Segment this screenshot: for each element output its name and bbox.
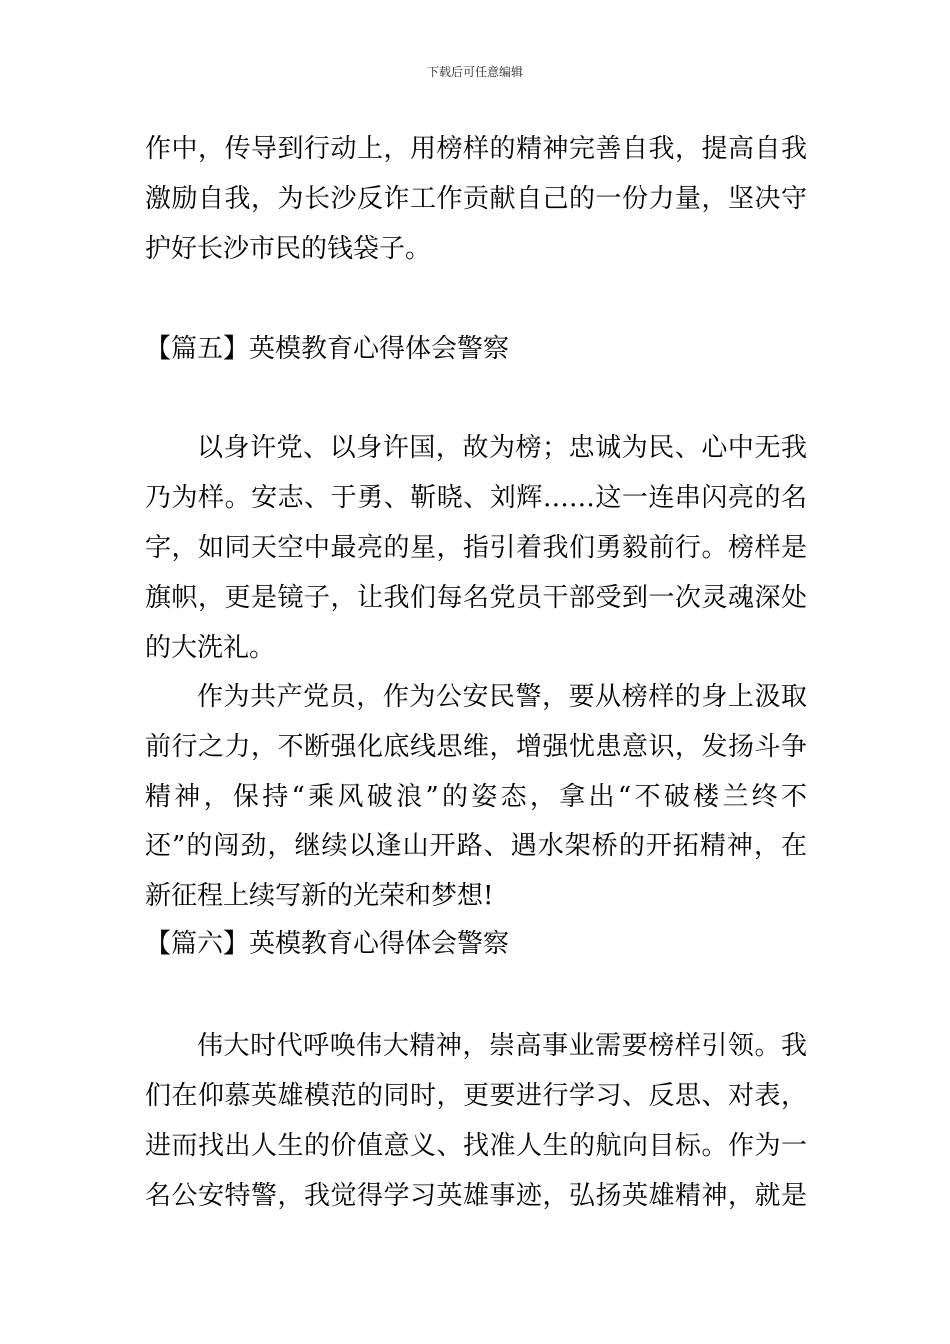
paragraph-line: 旗帜，更是镜子，让我们每名党员干部受到一次灵魂深处 — [145, 583, 807, 613]
paragraph-line: 新征程上续写新的光荣和梦想! — [145, 881, 494, 911]
section-heading-6: 【篇六】英模教育心得体会警察 — [145, 929, 510, 959]
paragraph-line: 还”的闯劲，继续以逢山开路、遇水架桥的开拓精神，在 — [145, 831, 807, 861]
paragraph-line: 以身许党、以身许国，故为榜；忠诚为民、心中无我 — [197, 433, 807, 463]
section-heading-5: 【篇五】英模教育心得体会警察 — [145, 334, 510, 364]
paragraph-line: 伟大时代呼唤伟大精神，崇高事业需要榜样引领。我 — [197, 1031, 807, 1061]
paragraph-line: 精神，保持“乘风破浪”的姿态，拿出“不破楼兰终不 — [145, 782, 807, 812]
paragraph-line: 激励自我，为长沙反诈工作贡献自己的一份力量，坚决守 — [145, 184, 807, 214]
paragraph-line: 们在仰慕英雄模范的同时，更要进行学习、反思、对表， — [145, 1081, 807, 1111]
page-header-note: 下载后可任意编辑 — [426, 65, 523, 79]
paragraph-line: 前行之力，不断强化底线思维，增强忧患意识，发扬斗争 — [145, 732, 807, 762]
paragraph-line: 名公安特警，我觉得学习英雄事迹，弘扬英雄精神，就是 — [145, 1181, 807, 1211]
paragraph-line: 护好长沙市民的钱袋子。 — [145, 234, 432, 264]
paragraph-line: 字，如同天空中最亮的星，指引着我们勇毅前行。榜样是 — [145, 533, 807, 563]
paragraph-line: 进而找出人生的价值意义、找准人生的航向目标。作为一 — [145, 1131, 807, 1161]
paragraph-line: 乃为样。安志、于勇、靳晓、刘辉……这一连串闪亮的名 — [145, 483, 807, 513]
paragraph-line: 作中，传导到行动上，用榜样的精神完善自我，提高自我 — [145, 134, 807, 164]
paragraph-line: 作为共产党员，作为公安民警，要从榜样的身上汲取 — [197, 682, 807, 712]
paragraph-line: 的大洗礼。 — [145, 633, 276, 663]
